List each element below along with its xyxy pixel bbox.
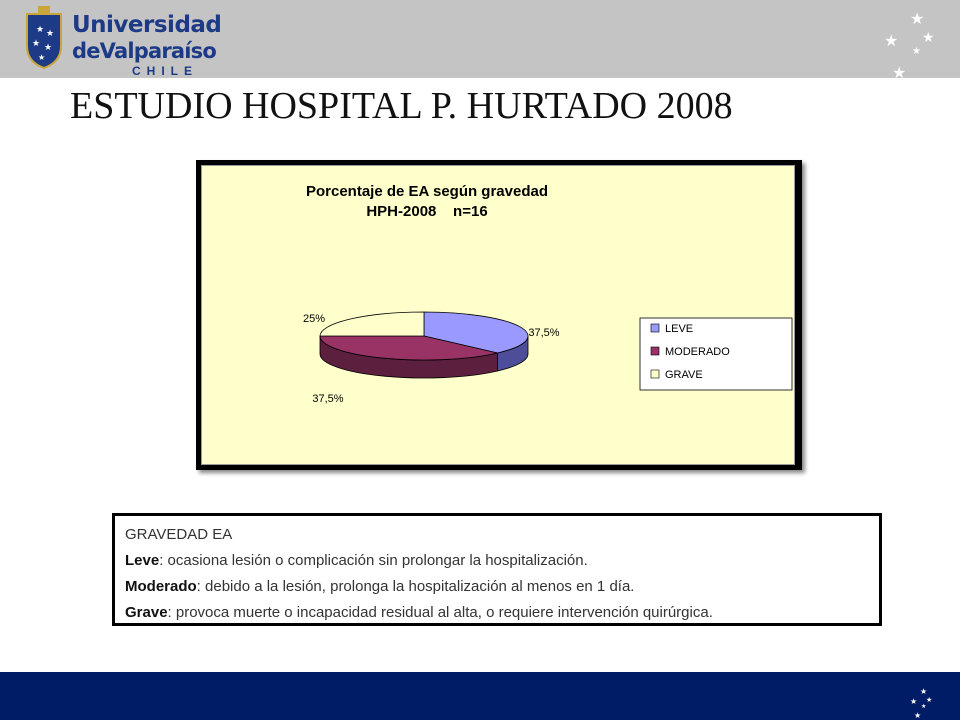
pie-label-grave: 25% [302, 313, 326, 325]
definition-text: : debido a la lesión, prolonga la hospitalización al menos en 1 día. [196, 578, 635, 595]
southern-cross-small-icon [906, 684, 942, 720]
legend-swatch-grave [651, 370, 659, 378]
svg-text:★: ★ [921, 703, 927, 710]
definition-leve [125, 548, 869, 574]
legend-label-moderado: MODERADO [665, 346, 730, 358]
chart-subtitle: HPH-2008 n=16 [366, 203, 488, 220]
chart-frame [196, 160, 802, 470]
slide-title: ESTUDIO HOSPITAL P. HURTADO 2008 [70, 85, 733, 127]
footer-bar [0, 672, 960, 720]
severity-definitions [112, 513, 882, 626]
definition-term: Grave [125, 604, 168, 621]
legend-swatch-leve [651, 324, 659, 332]
svg-text:★: ★ [32, 39, 41, 49]
svg-text:★: ★ [884, 31, 899, 50]
svg-text:★: ★ [36, 25, 45, 35]
pie-label-moderado: 37,5% [312, 393, 344, 405]
definition-term: Leve [125, 552, 160, 569]
definition-moderado [125, 574, 869, 600]
svg-text:★: ★ [912, 46, 921, 57]
definitions-heading: GRAVEDAD EA [125, 526, 233, 543]
svg-text:★: ★ [926, 696, 933, 704]
southern-cross-icon [870, 4, 950, 80]
svg-text:★: ★ [922, 30, 935, 46]
logo-university-text: Universidad [72, 12, 222, 38]
svg-text:★: ★ [44, 43, 53, 53]
svg-text:★: ★ [892, 63, 907, 80]
svg-text:★: ★ [910, 9, 925, 28]
definition-term: Moderado [125, 578, 197, 595]
pie-label-leve: 37,5% [528, 327, 560, 339]
shield-icon [24, 6, 64, 70]
pie-slice-grave [320, 312, 424, 336]
definition-text: : ocasiona lesión o complicación sin prolongar la hospitalización. [159, 552, 588, 569]
svg-text:★: ★ [46, 29, 55, 39]
svg-text:★: ★ [38, 53, 46, 62]
definition-text: : provoca muerte o incapacidad residual al alta, o requiere intervención quirúrgica. [167, 604, 713, 621]
header-bar [0, 0, 960, 78]
university-logo[interactable] [24, 4, 222, 78]
chart-title: Porcentaje de EA según gravedad [305, 183, 549, 200]
pie-group [303, 312, 560, 405]
chart-area [201, 165, 795, 465]
pie-chart [202, 166, 794, 464]
svg-text:★: ★ [914, 711, 922, 720]
logo-country-text: CHILE [132, 64, 198, 78]
legend-label-grave: GRAVE [665, 369, 703, 381]
svg-text:★: ★ [910, 697, 918, 706]
definition-grave [125, 600, 869, 626]
legend-swatch-moderado [651, 347, 659, 355]
chart-legend [640, 318, 792, 390]
legend-label-leve: LEVE [665, 323, 694, 335]
logo-city-text: deValparaíso [72, 39, 217, 63]
svg-text:★: ★ [920, 687, 928, 696]
